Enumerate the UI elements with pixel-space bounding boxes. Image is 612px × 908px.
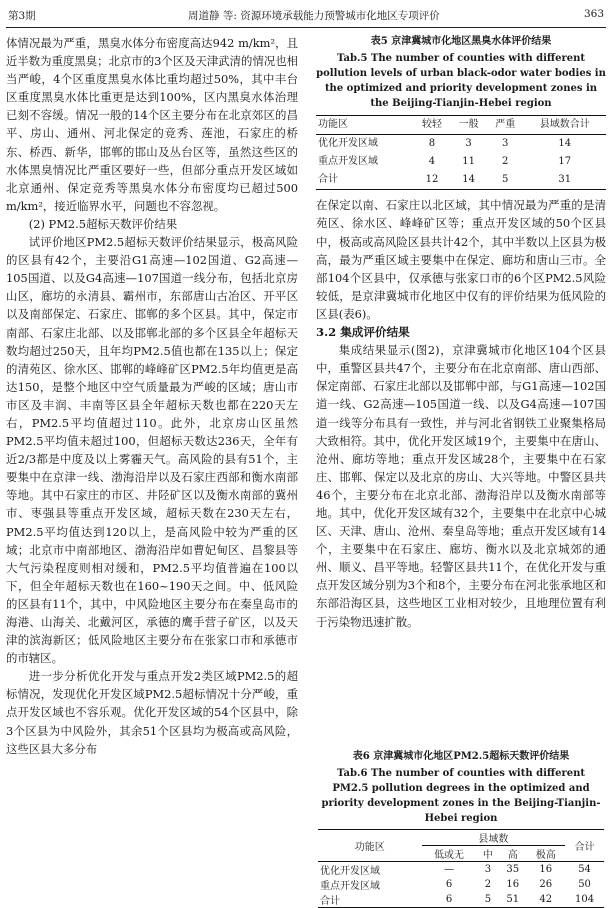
table5-cell: 12 [414,171,451,190]
table6-cell: 51 [499,892,526,908]
table6-cell: 35 [506,864,520,875]
table6-cell: 重点开发区域 [320,881,380,892]
table5-cell: 3 [465,138,472,150]
table6-cell: 42 [526,892,565,908]
table6-cell: 50 [578,879,591,890]
table5-header-cell: 严重 [487,116,524,135]
table6 [318,829,604,908]
table5-cell: 14 [450,171,487,190]
table5 [316,115,606,190]
table6-caption-cn: 表6 京津冀城市化地区PM2.5超标天数评价结果 [352,751,570,762]
table5-header-cell: 较轻 [414,116,451,135]
table5-cell: 5 [487,171,524,190]
table5-block [316,34,606,190]
table6-caption-en: Tab.6 The number of counties with different PM2.5 pollution degrees in the optimized and priority development zones in the Beijing-Tianjin-Hebei region [321,768,601,824]
body-paragraph: 集成结果显示(图2)，京津冀城市化地区104个区县中，重警区县共47个，主要分布在北京南部、唐山西部、保定南部、石家庄北部以及邯郸中部，与G1高速—102国道一线、G2高速—105国道一线、以及G4高速—107国道一线等分布具有一致性，并与河北省钢铁工业聚集格局大致相符。其中，优化开发区域19个，主要集中在唐山、沧州、廊坊等地；重点开发区域28个，主要集中在石家庄、邯郸、保定以及北京的房山、大兴等地。中警区县共46个，主要分布在北京北部、渤海沿岸以及衡水南部等地。其中，优化开发区域有32个，主要集中在北京中心城区、天津、唐山、沧州、秦皇岛等地；重点开发区域有14个，主要集中在石家庄、廊坊、衡水以及北京城郊的通州、顺义、昌平等地。轻警区县共11个，在优化开发与重点开发区域分别为3个和8个，主要分布在河北张承地区和东部沿海区县，这些地区工业相对较少，且地理位置有利于污染物迅速扩散。 [316,343,606,629]
section-heading: (2) PM2.5超标天数评价结果 [28,216,178,231]
header-rule [6,27,606,28]
table5-cell: 3 [502,138,509,150]
page-number: 363 [583,8,604,20]
table5-cell: 8 [428,138,436,150]
table-row [318,877,604,892]
table6-cell: 16 [506,879,520,890]
table5-cell: 4 [428,156,436,168]
table5-cell: 重点开发区域 [318,156,378,168]
table6-block [318,749,604,908]
table6-header-cell: 合计 [565,830,604,862]
table6-subheader-cell: 极高 [526,846,565,862]
table6-cell: 6 [422,892,477,908]
body-paragraph: 在保定以南、石家庄以北区域，其中情况最为严重的是清苑区、徐水区、峰峰矿区等；重点开发区域的50个区县中，极高或高风险区县共计42个，其中半数以上区县为极高，最为严重区域主要集中在保定、廊坊和唐山三市。全部104个区县中，仅承德与张家口市的6个区PM2.5风险较低，是京津冀城市化地区中仅有的评价结果为低风险的区县(表6)。 [316,198,606,321]
table6-cell: 2 [484,879,492,890]
table6-cell: 104 [565,892,604,908]
table6-subheader-cell: 高 [499,846,526,862]
table6-subheader-cell: 低或无 [422,846,477,862]
table6-cell: 5 [477,892,500,908]
table6-cell: 54 [578,864,591,875]
table-row [316,153,606,171]
table5-header-cell: 一般 [450,116,487,135]
section-heading: 3.2 集成评价结果 [316,325,410,340]
right-column [316,34,606,631]
table6-cell: — [444,864,455,875]
table5-cell: 17 [558,156,572,168]
table6-cell: 16 [539,864,553,875]
table5-cell: 合计 [316,171,414,190]
running-title: 周道静 等: 资源环境承载能力预警城市化地区专项评价 [188,10,440,22]
table6-cell: 合计 [318,892,422,908]
table5-cell: 31 [524,171,606,190]
body-paragraph: 体情况最为严重，黑臭水体分布密度高达942 m/km²，且近半数为重度黑臭；北京市的3个区及天津武清的情况也相当严峻，4个区重度黑臭水体比重均超过50%，其中丰台区重度黑臭水体比重更是达到100%，区内黑臭水体治理已刻不容缓。情况一般的14个区主要分布在北京郊区的昌平、房山、通州、河北保定的竞秀、莲池，石家庄的桥东、桥西、新华，邯郸的邯山及丛台区等，虽然这些区的水体黑臭情况比严重区要好一些，但部分重点开发区域如北京通州、保定竞秀等黑臭水体分布密度均已超过500 m/km²，接近临界水平，问题也不容忽视。 [6,36,299,213]
table-row [316,171,606,190]
table5-caption-en: Tab.5 The number of counties with different pollution levels of urban black-odor water bodies in the optimized and priority development zones in the Beijing-Tianjin-Hebei region [316,53,606,109]
table5-header-cell: 县域数合计 [524,116,606,135]
table6-cell: 6 [445,879,453,890]
journal-issue: 第3期 [8,10,36,22]
table5-caption-cn: 表5 京津冀城市化地区黑臭水体评价结果 [370,36,552,47]
table6-cell: 3 [484,864,492,875]
body-paragraph: 试评价地区PM2.5超标天数评价结果显示，极高风险的区县有42个，主要沿G1高速—102国道、G2高速—105国道、以及G4高速—107国道一线分布，包括北京房山区，廊坊的永清县、霸州市，东部唐山古冶区、开平区以及南部保定、石家庄、邯郸的多个区县。其中，保定市南部、石家庄北部、以及邯郸北部的多个区县全年超标天数均超过250天，且年均PM2.5值也都在135以上；保定的清苑区、徐水区、邯郸的峰峰矿区PM2.5年均值更是高达150，是整个地区中空气质量最为严峻的区域；唐山市市区及丰润、丰南等区县全年超标天数也都在220天左右，PM2.5平均值超过110。此外，北京房山区虽然PM2.5平均值未超过100，但超标天数达236天，全年有近2/3都是中度及以上雾霾天气。高风险的县有51个，主要集中在京津一线、渤海沿岸以及石家庄西部和衡水南部等地。其中石家庄的市区、井陉矿区以及衡水南部的冀州市、枣强县等重点开发区域，超标天数在230天左右，PM2.5平均值达到120以上，是高风险中较为严重的区域；北京市中南部地区、渤海沿岸如曹妃甸区、昌黎县等大气污染程度则相对缓和，PM2.5平均值普遍在100以下，但全年超标天数也在160~190天之间。中、低风险的区县有11个，其中，中风险地区主要分布在秦皇岛市的海港、山海关、北戴河区，承德的鹰手营子矿区，以及天津的滨海新区；低风险地区主要分布在张家口市和承德市的市辖区。 [6,235,298,666]
table6-subheader-cell: 中 [477,846,500,862]
table6-header-cell: 县域数 [422,830,566,846]
left-column [6,34,298,758]
table5-cell: 优化开发区域 [318,138,378,150]
table6-cell: 优化开发区域 [320,866,380,877]
body-paragraph: 进一步分析优化开发与重点开发2类区域PM2.5的超标情况，发现优化开发区域PM2.5超标情况十分严峻，重点开发区域也不容乐观。优化开发区域的54个区县中，除3个区县为中风险外，其余51个区县均为极高或高风险，这些区县大多分布 [6,669,298,756]
table-row [318,862,604,878]
table6-header-cell: 功能区 [318,830,422,862]
table5-header-cell: 功能区 [316,116,414,135]
table5-cell: 2 [502,156,509,168]
table5-cell: 11 [462,156,475,168]
table-row [318,892,604,908]
table6-cell: 26 [539,879,553,890]
table-row [316,135,606,154]
table5-cell: 14 [558,138,572,150]
